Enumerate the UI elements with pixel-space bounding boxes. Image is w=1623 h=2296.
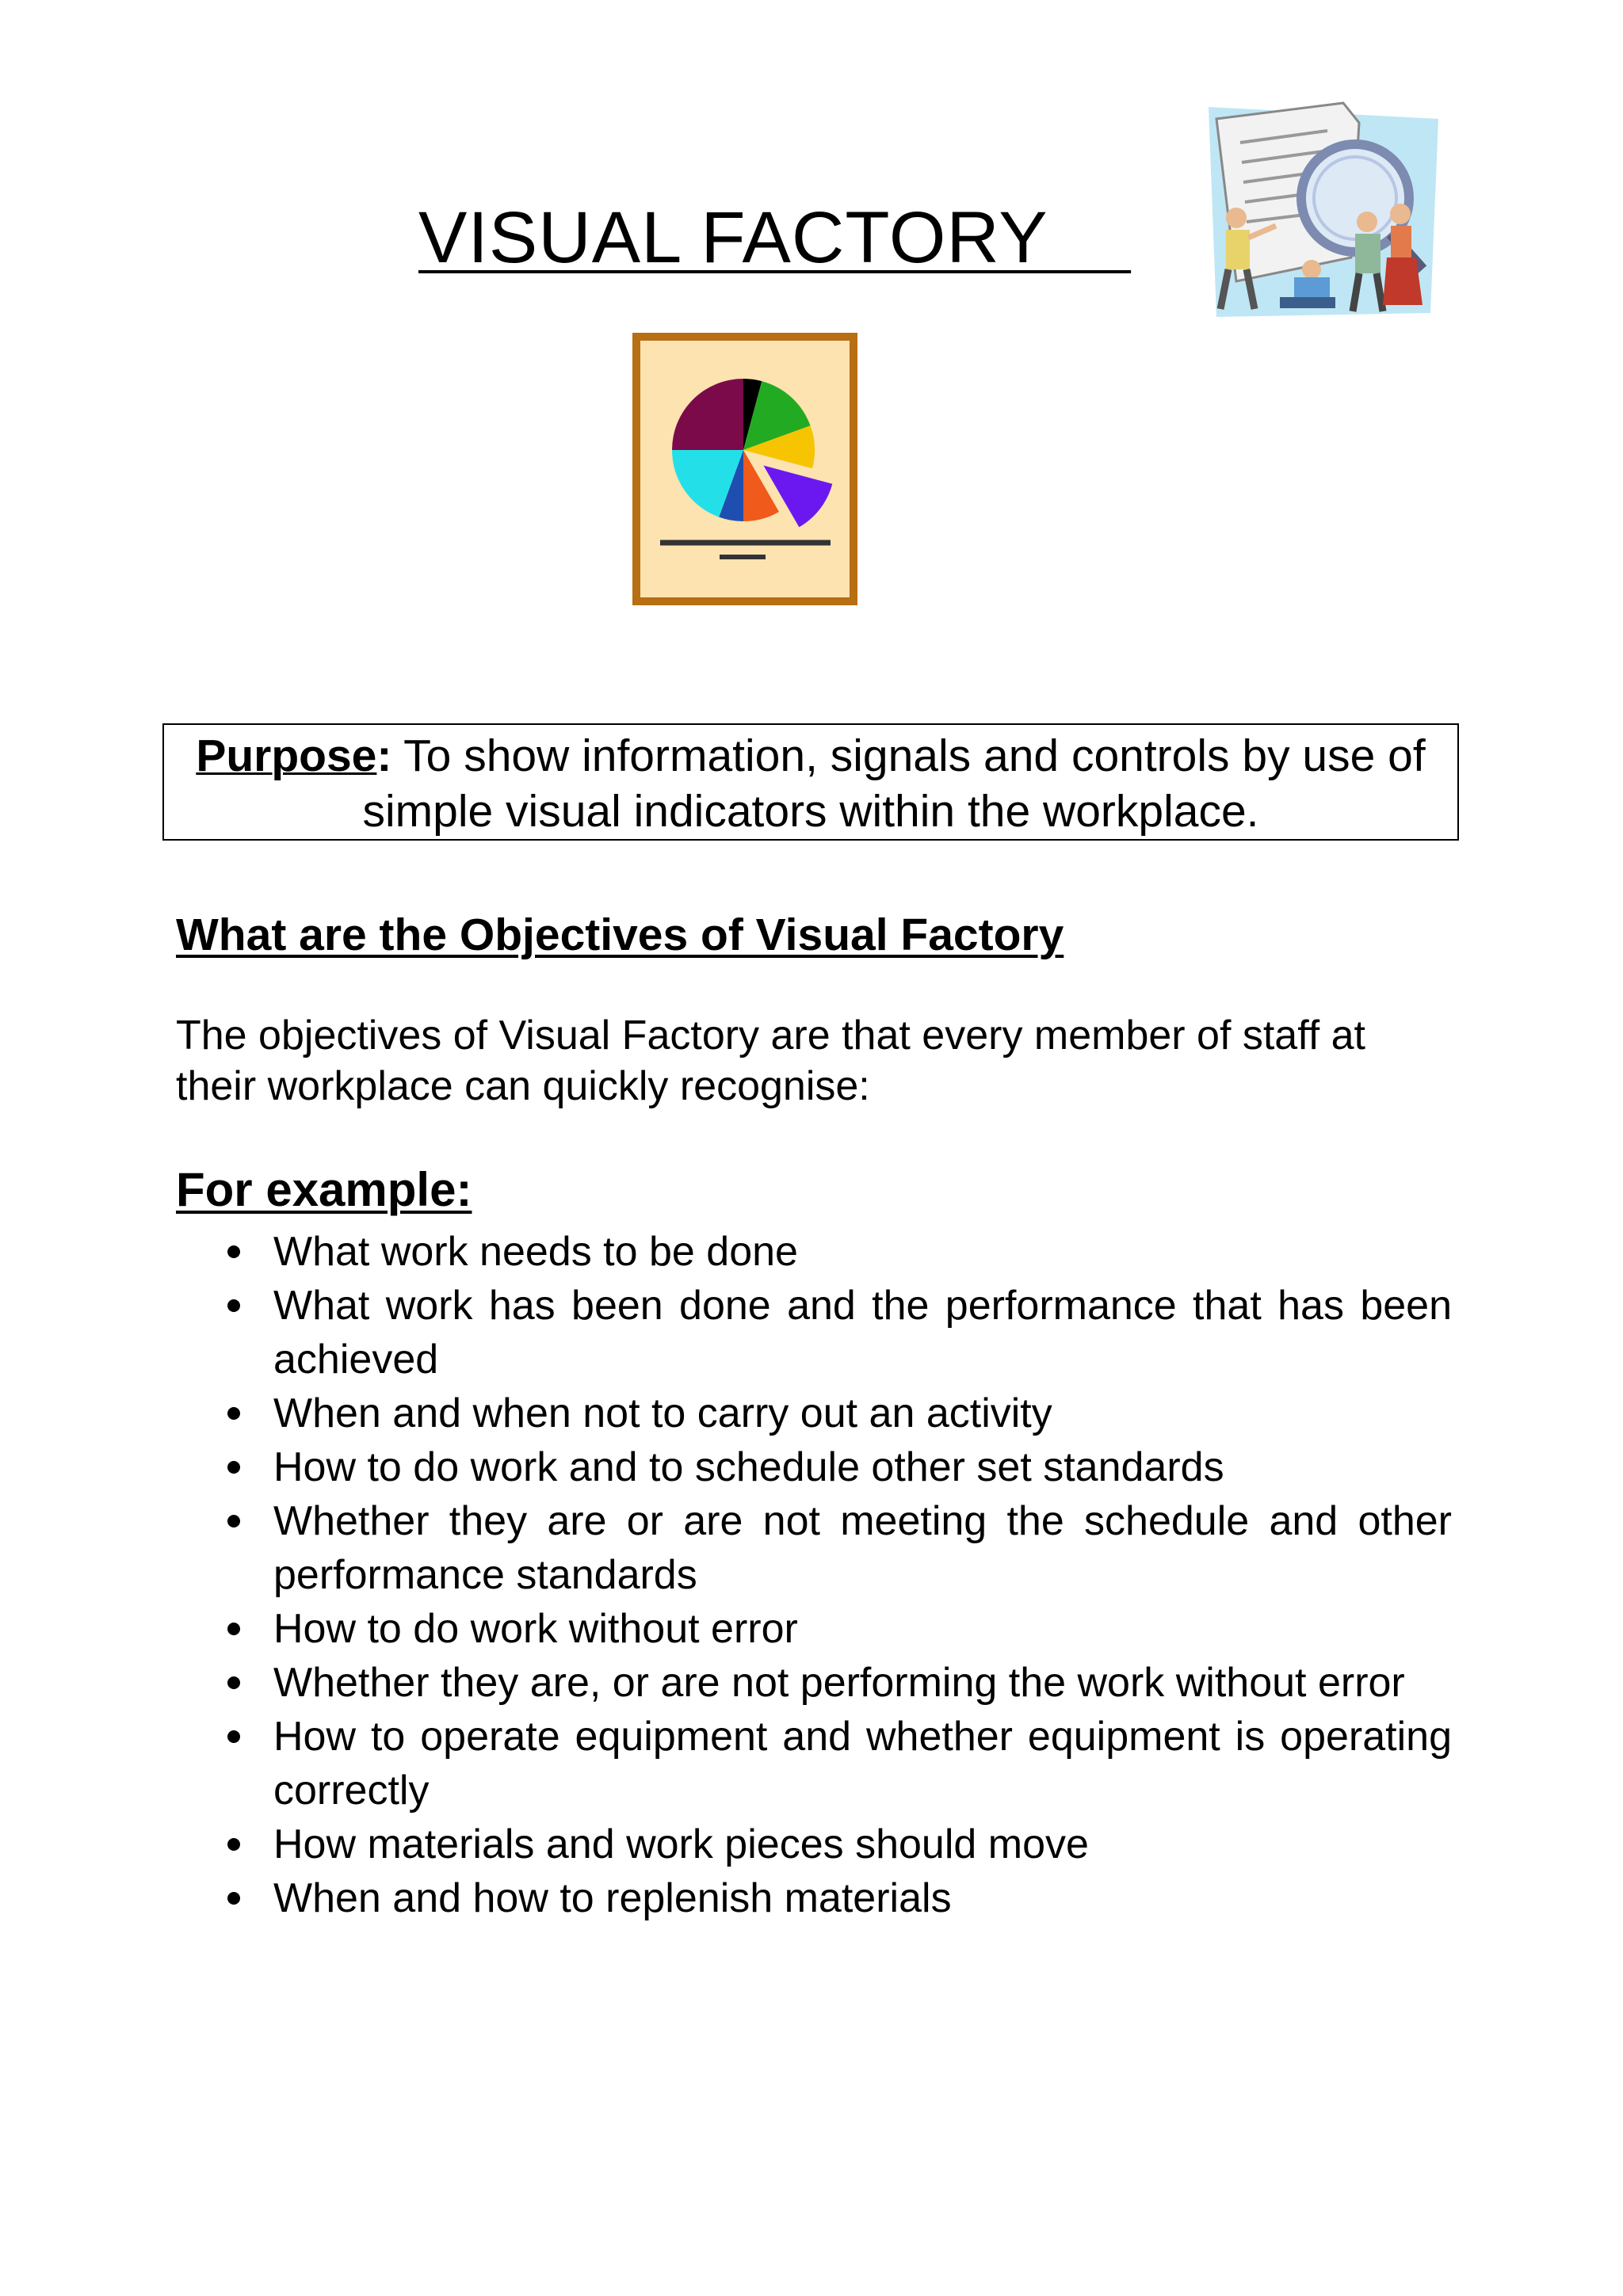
- list-item-text: Whether they are, or are not performing the work without error: [273, 1660, 1405, 1706]
- bullet-icon: [227, 1838, 240, 1851]
- example-heading: For example:: [176, 1163, 472, 1216]
- page-title: VISUAL FACTORY: [418, 197, 1132, 278]
- list-item: [176, 1602, 1452, 1656]
- list-item: [176, 1871, 1452, 1925]
- list-item-text: How to do work and to schedule other set standards: [273, 1444, 1224, 1490]
- list-item-text: What work needs to be done: [273, 1229, 798, 1275]
- bullet-icon: [227, 1623, 240, 1635]
- objectives-intro: The objectives of Visual Factory are that every member of staff at their workplace can quickly recognise:: [176, 1013, 1365, 1109]
- bullet-icon: [227, 1245, 240, 1258]
- list-item-text: How materials and work pieces should move: [273, 1821, 1089, 1867]
- bullet-icon: [227, 1461, 240, 1474]
- people-magnifying-glass-document-icon: [1193, 99, 1450, 325]
- list-item-text: What work has been done and the performance that has been achieved: [273, 1283, 1452, 1383]
- example-list: [176, 1225, 1452, 1925]
- list-item: [176, 1817, 1452, 1871]
- list-item: [176, 1279, 1452, 1386]
- list-item: [176, 1440, 1452, 1494]
- list-item: [176, 1494, 1452, 1602]
- pie-chart-poster-icon: [632, 333, 857, 605]
- list-item-text: How to operate equipment and whether equipment is operating correctly: [273, 1714, 1452, 1814]
- list-item-text: When and how to replenish materials: [273, 1875, 952, 1921]
- bullet-icon: [227, 1515, 240, 1527]
- bullet-icon: [227, 1299, 240, 1312]
- objectives-heading: What are the Objectives of Visual Factory: [176, 910, 1064, 960]
- bullet-icon: [227, 1676, 240, 1689]
- purpose-text: To show information, signals and controls by use of simple visual indicators within the workplace.: [362, 730, 1426, 837]
- list-item-text: Whether they are or are not meeting the schedule and other performance standards: [273, 1498, 1452, 1598]
- list-item: [176, 1710, 1452, 1817]
- bullet-icon: [227, 1730, 240, 1743]
- list-item-text: How to do work without error: [273, 1606, 798, 1652]
- bullet-icon: [227, 1407, 240, 1420]
- purpose-box: [162, 723, 1459, 841]
- list-item-text: When and when not to carry out an activity: [273, 1390, 1052, 1436]
- purpose-colon: :: [376, 730, 392, 781]
- purpose-label: Purpose: [196, 730, 377, 781]
- list-item: [176, 1656, 1452, 1710]
- list-item: [176, 1386, 1452, 1440]
- list-item: [176, 1225, 1452, 1279]
- bullet-icon: [227, 1892, 240, 1905]
